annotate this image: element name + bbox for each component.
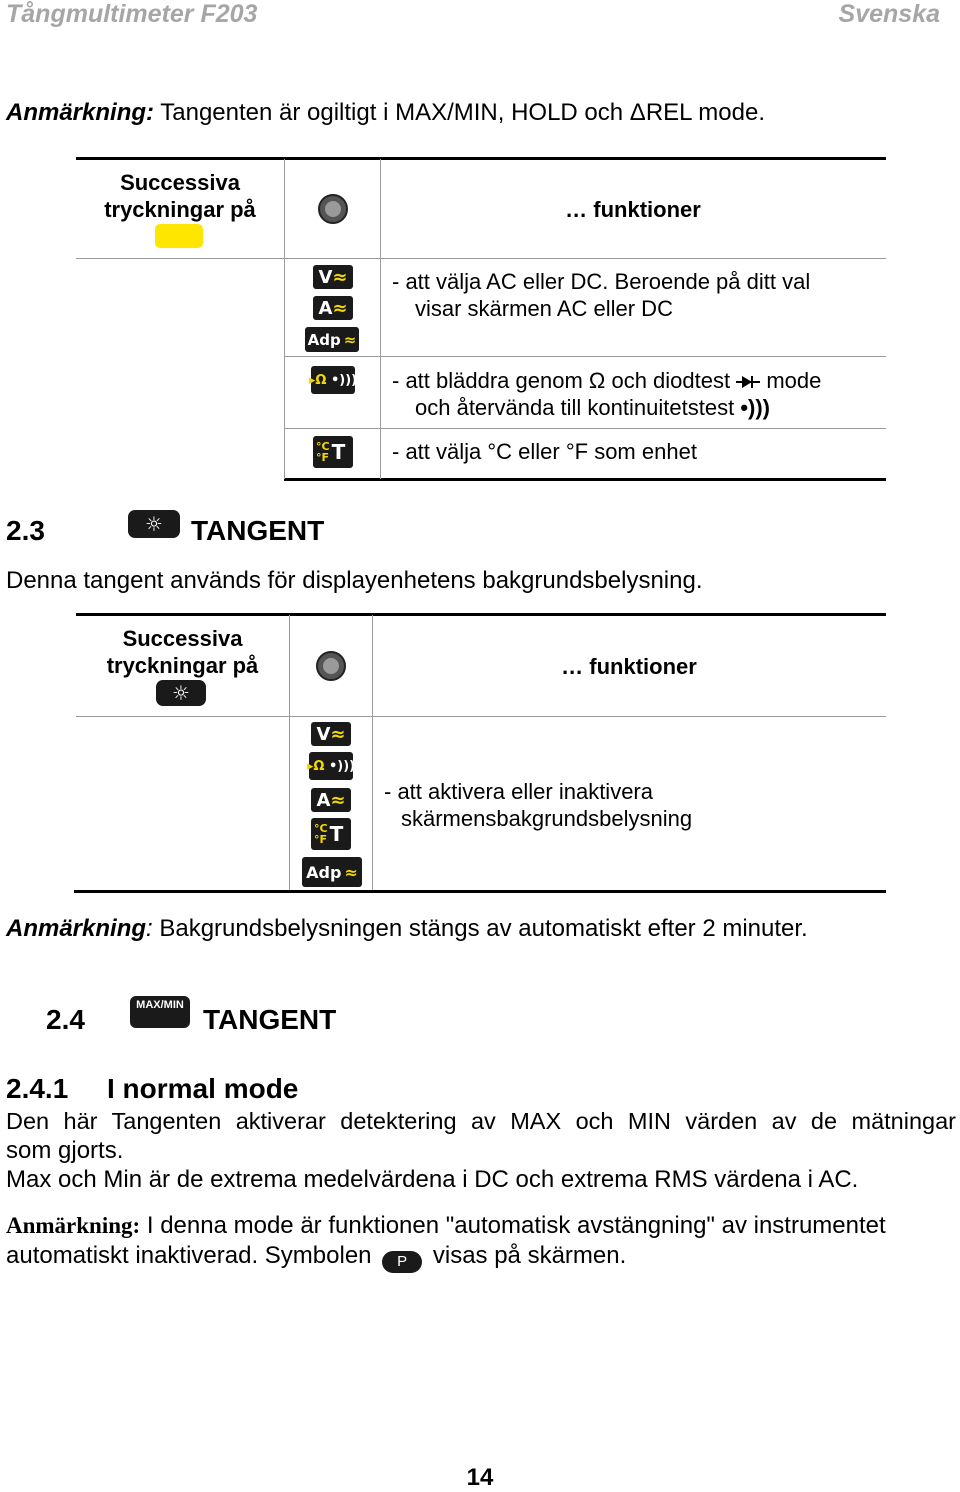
section-2-4-number: 2.4: [46, 1004, 85, 1035]
ohm-diode-continuity-icon: ▸Ω •))): [309, 752, 353, 780]
temperature-icon: °C °F T: [311, 818, 351, 850]
section-2-3-description: Denna tangent används för displayenhetens bakgrundsbelysning.: [6, 567, 703, 594]
section-2-4-1-number: 2.4.1: [6, 1073, 69, 1104]
section-2-3-number: 2.3: [6, 515, 45, 546]
a-ac-icon: A ≈: [313, 296, 353, 320]
adp-icon: Adp ≈: [305, 327, 359, 352]
p-symbol-icon: P: [382, 1251, 422, 1273]
backlight-key-icon: ☼: [156, 680, 206, 706]
a-ac-icon: A ≈: [311, 788, 351, 812]
section-2-3-title: TANGENT: [191, 515, 325, 546]
table1-col-header-presses: Successiva tryckningar på: [104, 170, 256, 222]
max-min-key-icon: MAX/MIN: [130, 996, 190, 1028]
diode-icon: [736, 374, 760, 390]
section-2-4-title: TANGENT: [203, 1004, 337, 1035]
paragraph-max-min-detect-line1: Den här Tangenten aktiverar detektering av MAX och MIN värden av de mätningar: [6, 1108, 956, 1134]
adp-icon: Adp ≈: [302, 857, 362, 887]
table1-row1-text: - att välja AC eller DC. Beroende på ditt val visar skärmen AC eller DC: [392, 269, 811, 321]
table1-col-header-functions: … funktioner: [565, 197, 701, 222]
backlight-key-icon: ☼: [128, 510, 180, 538]
note-auto-power-off: Anmärkning: I denna mode är funktionen "automatisk avstängning" av instrumentet: [6, 1212, 886, 1239]
doc-header-title: Tångmultimeter F203: [6, 0, 258, 28]
table1-row3-text: - att välja °C eller °F som enhet: [392, 439, 697, 464]
page-number: 14: [466, 1464, 494, 1491]
note-text: Tangenten är ogiltigt i MAX/MIN, HOLD och ΔREL mode.: [154, 99, 765, 126]
v-ac-icon: V ≈: [313, 265, 353, 289]
round-button-icon: [318, 194, 348, 224]
table2-col-header-presses: Successiva tryckningar på: [106, 626, 259, 678]
paragraph-max-min-detect-line2: som gjorts.: [6, 1137, 124, 1164]
v-ac-icon: V ≈: [311, 722, 351, 746]
section-2-4-1-title: I normal mode: [107, 1073, 299, 1104]
note-auto-power-off-line2: automatiskt inaktiverad. Symbolen P visas på skärmen.: [6, 1241, 626, 1273]
note-label: Anmärkning:: [6, 1213, 141, 1238]
doc-header-language: Svenska: [838, 0, 940, 28]
note-backlight-timeout: Anmärkning: Bakgrundsbelysningen stängs av automatiskt efter 2 minuter.: [6, 915, 808, 942]
note-label: Anmärkning: [6, 915, 147, 942]
ohm-diode-continuity-icon: ▸Ω •))): [311, 366, 355, 394]
paragraph-max-min-extremes: Max och Min är de extrema medelvärdena i DC och extrema RMS värdena i AC.: [6, 1166, 859, 1193]
table2-row-text: - att aktivera eller inaktivera skärmensbakgrundsbelysning: [384, 779, 693, 831]
round-button-icon: [316, 651, 346, 681]
yellow-key-icon: [155, 224, 203, 248]
note-invalid-modes: [6, 98, 765, 128]
note-label: Anmärkning:: [6, 99, 155, 126]
table2-col-header-functions: … funktioner: [561, 654, 697, 679]
temperature-icon: °C °F T: [313, 436, 353, 468]
continuity-beep-icon: •))): [740, 395, 770, 420]
table1-row2-text: - att bläddra genom Ω och diodtest mode och återvända till kontinuitetstest •))): [392, 368, 822, 420]
